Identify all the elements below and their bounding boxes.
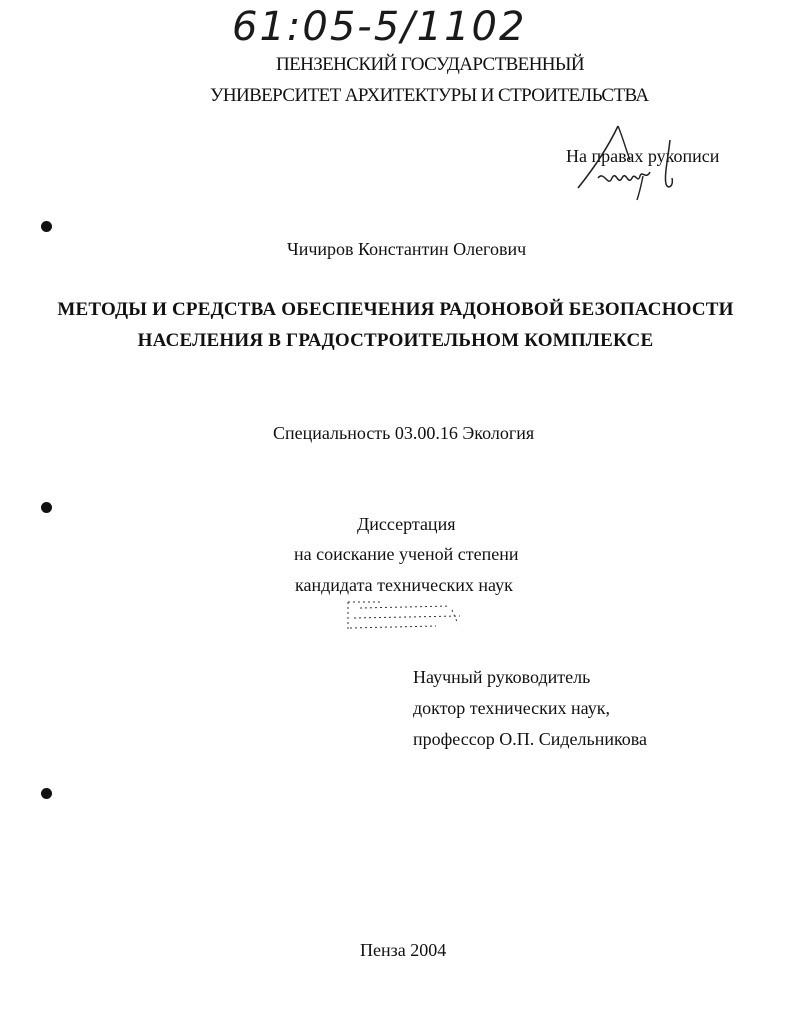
degree-line3: кандидата технических наук [295, 575, 513, 595]
supervisor-line1: Научный руководитель [413, 667, 591, 687]
library-stamp [340, 598, 480, 638]
margin-bullet [41, 788, 52, 799]
margin-bullet [41, 221, 52, 232]
place-year: Пенза 2004 [360, 940, 447, 960]
archive-code-handwritten: 61:05-5/1102 [232, 4, 527, 50]
margin-bullet [41, 502, 52, 513]
author-signature [568, 118, 688, 208]
manuscript-rights-label: На правах рукописи [566, 146, 720, 166]
university-name-line1: ПЕНЗЕНСКИЙ ГОСУДАРСТВЕННЫЙ [276, 54, 585, 75]
author-name: Чичиров Константин Олегович [287, 239, 527, 259]
university-name-line2: УНИВЕРСИТЕТ АРХИТЕКТУРЫ И СТРОИТЕЛЬСТВА [210, 85, 649, 106]
degree-line2: на соискание ученой степени [294, 544, 519, 564]
degree-line1: Диссертация [357, 514, 456, 534]
dissertation-title-line1: МЕТОДЫ И СРЕДСТВА ОБЕСПЕЧЕНИЯ РАДОНОВОЙ БЕЗОПАСНОСТИ [57, 299, 734, 320]
dissertation-title-line2: НАСЕЛЕНИЯ В ГРАДОСТРОИТЕЛЬНОМ КОМПЛЕКСЕ [137, 330, 654, 351]
supervisor-line3: профессор О.П. Сидельникова [413, 729, 648, 749]
specialty: Специальность 03.00.16 Экология [273, 423, 535, 443]
supervisor-line2: доктор технических наук, [413, 698, 610, 718]
